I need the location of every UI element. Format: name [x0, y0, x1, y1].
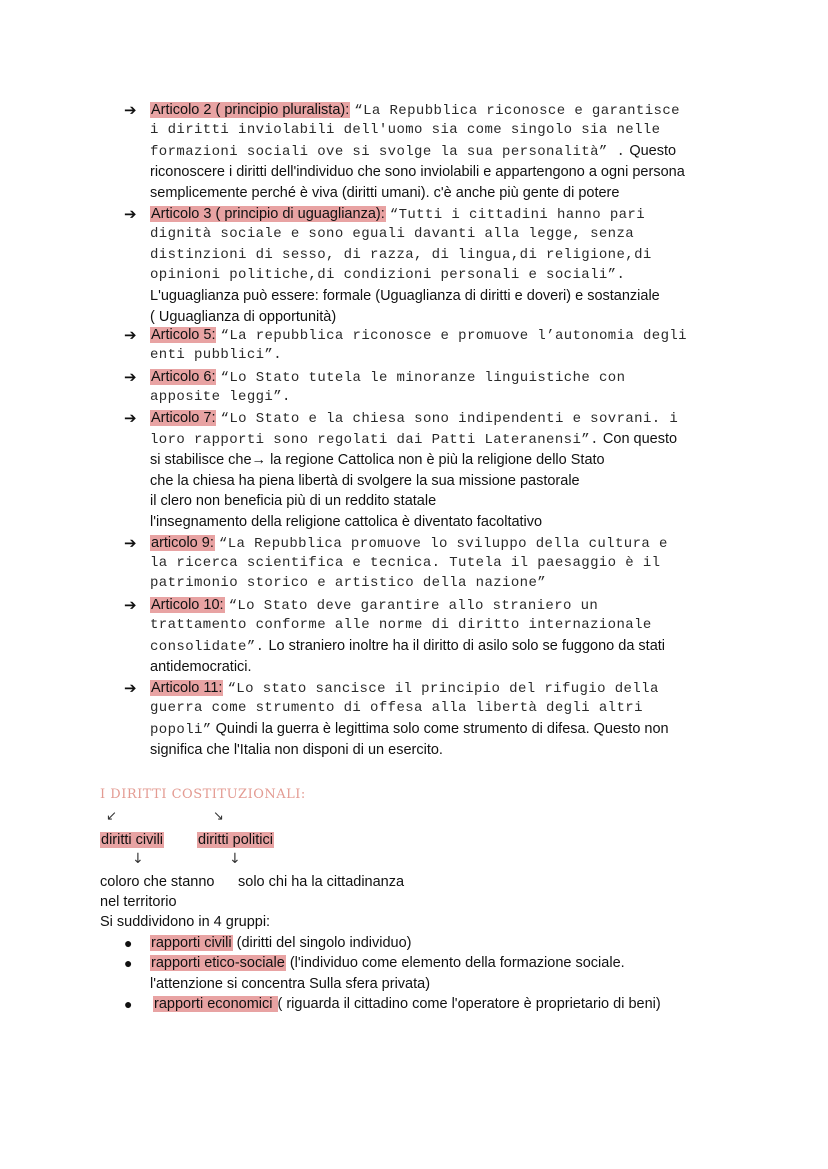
article-note: significa che l'Italia non disponi di un esercito. [150, 742, 443, 758]
list-item [150, 933, 412, 953]
article-text: loro rapporti sono regolati dai Patti Lateranensi”. [150, 432, 599, 448]
group-description: (diritti del singolo individuo) [232, 935, 412, 951]
article-text: enti pubblici”. [150, 347, 283, 363]
article-label: Articolo 7: [151, 410, 216, 426]
article-label: Articolo 5: [151, 327, 216, 343]
arrow-icon: ➔ [124, 101, 137, 119]
diritti-civili-label: diritti civili [101, 832, 164, 848]
article-note: Quindi la guerra è legittima solo come strumento di difesa. Questo non [215, 721, 669, 737]
section-heading: I DIRITTI COSTITUZIONALI: [100, 787, 306, 802]
politici-description: solo chi ha la cittadinanza [238, 874, 405, 890]
article-text: dignità sociale e sono eguali davanti alla legge, senza [150, 226, 635, 242]
article-text: guerra come strumento di offesa alla libertà degli altri [150, 700, 643, 716]
article-text: la ricerca scientifica e tecnica. Tutela il paesaggio è il [150, 555, 661, 571]
group-label: rapporti civili [151, 935, 232, 951]
article-text: opinioni politiche,di condizioni personali e sociali”. [150, 267, 626, 283]
article-text: “Lo stato sancisce il principio del rifugio della [227, 681, 659, 697]
article-text: “La Repubblica riconosce e garantisce [354, 103, 680, 119]
article-text: “La repubblica riconosce e promuove l’autonomia degli [220, 328, 687, 344]
article-text: consolidate”. [150, 639, 265, 655]
article-note: Con questo [602, 431, 678, 447]
article-text: patrimonio storico e artistico della nazione” [150, 575, 547, 591]
article-text: i diritti inviolabili dell'uomo sia come singolo sia nelle [150, 122, 661, 138]
arrow-down-right-icon: ↘ [213, 809, 224, 824]
article-text: “Tutti i cittadini hanno pari [389, 207, 646, 223]
group-description: l'attenzione si concentra Sulla sfera privata) [150, 976, 431, 992]
group-label: rapporti economici [154, 996, 277, 1012]
group-label: rapporti etico-sociale [151, 955, 285, 971]
article-note: L'uguaglianza può essere: formale (Uguaglianza di diritti e doveri) e sostanziale [150, 288, 660, 304]
article-note: semplicemente perché è viva (diritti umani). c'è anche più gente di potere [150, 185, 620, 201]
article-note: che la chiesa ha piena libertà di svolgere la sua missione pastorale [150, 473, 580, 489]
article-label: Articolo 2 ( principio pluralista): [151, 102, 350, 118]
article-note: riconoscere i diritti dell'individuo che sono inviolabili e appartengono a ogni persona [150, 164, 685, 180]
article-label: Articolo 6: [151, 369, 216, 385]
arrow-icon: ➔ [124, 326, 137, 344]
civili-description: coloro che stanno [100, 874, 215, 890]
list-item [153, 994, 661, 1014]
article-note: Lo straniero inoltre ha il diritto di asilo solo se fuggono da stati [268, 638, 666, 654]
article-label: Articolo 3 ( principio di uguaglianza): [151, 206, 385, 222]
article-text: formazioni sociali ove si svolge la sua personalità” . [150, 144, 626, 160]
article-text: “La Repubblica promuove lo sviluppo della cultura e [218, 536, 668, 552]
article-note: si stabilisce che→ la regione Cattolica non è più la religione dello Stato [150, 452, 605, 468]
arrow-icon: ➔ [124, 679, 137, 697]
bullet-icon: ● [124, 935, 133, 951]
article-text: distinzioni di sesso, di razza, di lingua,di religione,di [150, 247, 652, 263]
article-label: Articolo 10: [151, 597, 224, 613]
article-note: Questo [629, 143, 677, 159]
article-text: “Lo Stato deve garantire allo straniero un [228, 598, 599, 614]
diritti-politici-label: diritti politici [198, 832, 273, 848]
article-text: “Lo Stato e la chiesa sono indipendenti e sovrani. i [220, 411, 679, 427]
article-text: trattamento conforme alle norme di diritto internazionale [150, 617, 652, 633]
group-description: (l'individuo come elemento della formazione sociale. [285, 955, 625, 971]
arrow-down-left-icon: ↙ [106, 809, 117, 824]
article-note: il clero non beneficia più di un reddito statale [150, 493, 437, 509]
article-note: ( Uguaglianza di opportunità) [150, 309, 337, 325]
article-label: Articolo 11: [151, 680, 223, 696]
groups-intro: Si suddividono in 4 gruppi: [100, 914, 271, 930]
arrow-down-icon: ↓ [132, 851, 144, 867]
bullet-icon: ● [124, 955, 133, 971]
article-note: l'insegnamento della religione cattolica è diventato facoltativo [150, 514, 543, 530]
article-text: apposite leggi”. [150, 389, 291, 405]
arrow-icon: ➔ [124, 596, 137, 614]
bullet-icon: ● [124, 996, 133, 1012]
arrow-down-icon: ↓ [229, 851, 241, 867]
civili-description: nel territorio [100, 894, 177, 910]
article-note: antidemocratici. [150, 659, 252, 675]
arrow-icon: ➔ [124, 409, 137, 427]
arrow-icon: ➔ [124, 205, 137, 223]
article-text: “Lo Stato tutela le minoranze linguistiche con [220, 370, 626, 386]
article-text: popoli” [150, 722, 212, 738]
group-description: ( riguarda il cittadino come l'operatore è proprietario di beni) [277, 996, 661, 1012]
arrow-icon: ➔ [124, 534, 137, 552]
article-label: articolo 9: [151, 535, 214, 551]
arrow-icon: ➔ [124, 368, 137, 386]
list-item [150, 953, 625, 973]
